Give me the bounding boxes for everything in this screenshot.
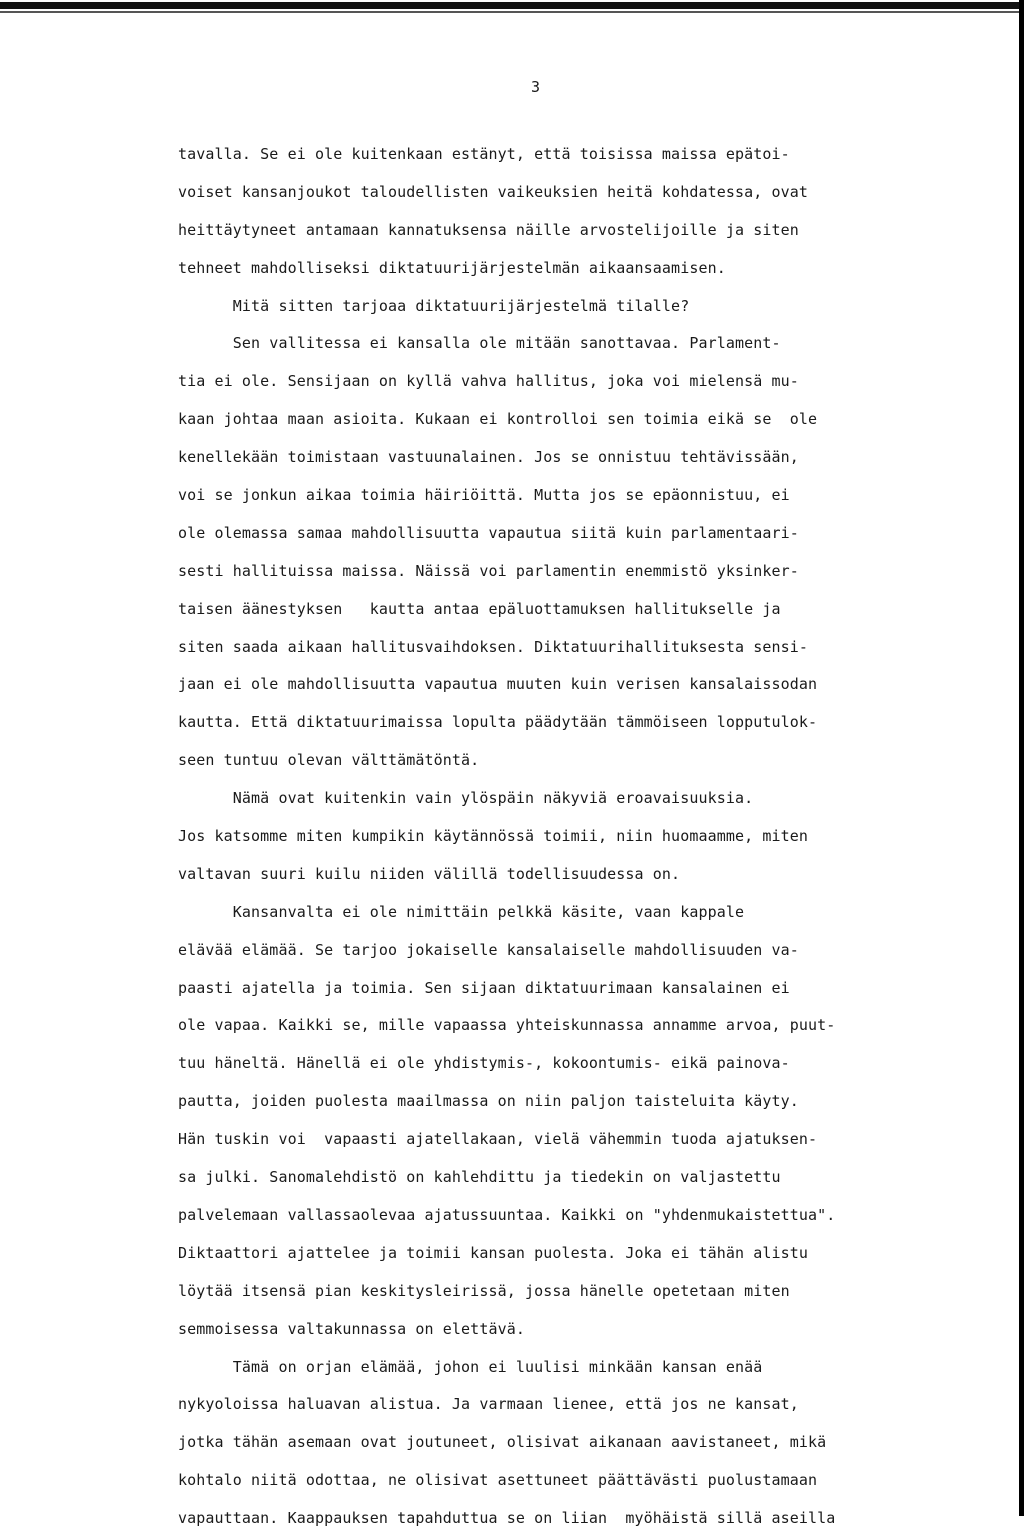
- text-line: jotka tähän asemaan ovat joutuneet, olisivat aikanaan aavistaneet, mikä: [178, 1433, 827, 1452]
- text-line: Nämä ovat kuitenkin vain ylöspäin näkyviä eroavaisuuksia.: [178, 789, 754, 808]
- scan-top-border-thin: [0, 11, 1024, 13]
- text-line: jaan ei ole mahdollisuutta vapautua muuten kuin verisen kansalaissodan: [178, 675, 818, 694]
- text-line: seen tuntuu olevan välttämätöntä.: [178, 751, 480, 770]
- text-line: vapauttaan. Kaappauksen tapahduttua se on liian myöhäistä sillä aseilla: [178, 1509, 836, 1528]
- text-line: pautta, joiden puolesta maailmassa on niin paljon taisteluita käyty.: [178, 1092, 799, 1111]
- text-line: siten saada aikaan hallitusvaihdoksen. Diktatuurihallituksesta sensi-: [178, 637, 809, 656]
- text-line: kohtalo niitä odottaa, ne olisivat asettuneet päättävästi puolustamaan: [178, 1471, 818, 1490]
- text-line: Hän tuskin voi vapaasti ajatellakaan, vielä vähemmin tuoda ajatuksen-: [178, 1130, 818, 1149]
- text-line: voi se jonkun aikaa toimia häiriöittä. Mutta jos se epäonnistuu, ei: [178, 486, 790, 505]
- text-line: tehneet mahdolliseksi diktatuurijärjestelmän aikaansaamisen.: [178, 258, 726, 277]
- text-line: Tämä on orjan elämää, johon ei luulisi minkään kansan enää: [178, 1357, 763, 1376]
- text-line: sa julki. Sanomalehdistö on kahlehdittu ja tiedekin on valjastettu: [178, 1168, 781, 1187]
- text-line: valtavan suuri kuilu niiden välillä todellisuudessa on.: [178, 864, 681, 883]
- text-line: kautta. Että diktatuurimaissa lopulta päädytään tämmöiseen lopputulok-: [178, 713, 818, 732]
- text-line: Diktaattori ajattelee ja toimii kansan puolesta. Joka ei tähän alistu: [178, 1243, 809, 1262]
- text-line: Mitä sitten tarjoaa diktatuurijärjestelmä tilalle?: [178, 296, 690, 315]
- text-line: löytää itsensä pian keskitysleirissä, jossa hänelle opetetaan miten: [178, 1281, 790, 1300]
- page-number: 3: [531, 78, 541, 96]
- text-line: Jos katsomme miten kumpikin käytännössä toimii, niin huomaamme, miten: [178, 827, 809, 846]
- body-text: [178, 136, 960, 1538]
- text-line: sesti hallituissa maissa. Näissä voi parlamentin enemmistö yksinker-: [178, 561, 799, 580]
- text-line: Sen vallitessa ei kansalla ole mitään sanottavaa. Parlament-: [178, 334, 781, 353]
- text-line: kaan johtaa maan asioita. Kukaan ei kontrolloi sen toimia eikä se ole: [178, 410, 818, 429]
- text-line: semmoisessa valtakunnassa on elettävä.: [178, 1319, 525, 1338]
- text-line: ole vapaa. Kaikki se, mille vapaassa yhteiskunnassa annamme arvoa, puut-: [178, 1016, 836, 1035]
- text-line: taisen äänestyksen kautta antaa epäluottamuksen hallitukselle ja: [178, 599, 781, 618]
- text-line: tuu häneltä. Hänellä ei ole yhdistymis-, kokoontumis- eikä painova-: [178, 1054, 790, 1073]
- scan-top-border: [0, 2, 1024, 9]
- text-line: nykyoloissa haluavan alistua. Ja varmaan lienee, että jos ne kansat,: [178, 1395, 799, 1414]
- text-line: tia ei ole. Sensijaan on kyllä vahva hallitus, joka voi mielensä mu-: [178, 372, 799, 391]
- text-line: kenellekään toimistaan vastuunalainen. Jos se onnistuu tehtävissään,: [178, 448, 799, 467]
- scan-right-border: [1019, 0, 1024, 1516]
- text-line: Kansanvalta ei ole nimittäin pelkkä käsite, vaan kappale: [178, 902, 745, 921]
- text-line: tavalla. Se ei ole kuitenkaan estänyt, että toisissa maissa epätoi-: [178, 145, 790, 163]
- text-line: paasti ajatella ja toimia. Sen sijaan diktatuurimaan kansalainen ei: [178, 978, 790, 997]
- text-line: voiset kansanjoukot taloudellisten vaikeuksien heitä kohdatessa, ovat: [178, 182, 809, 201]
- text-line: palvelemaan vallassaolevaa ajatussuuntaa. Kaikki on "yhdenmukaistettua".: [178, 1205, 836, 1224]
- text-line: ole olemassa samaa mahdollisuutta vapautua siitä kuin parlamentaari-: [178, 523, 799, 542]
- text-line: heittäytyneet antamaan kannatuksensa näille arvostelijoille ja siten: [178, 220, 799, 239]
- text-line: elävää elämää. Se tarjoo jokaiselle kansalaiselle mahdollisuuden va-: [178, 940, 799, 959]
